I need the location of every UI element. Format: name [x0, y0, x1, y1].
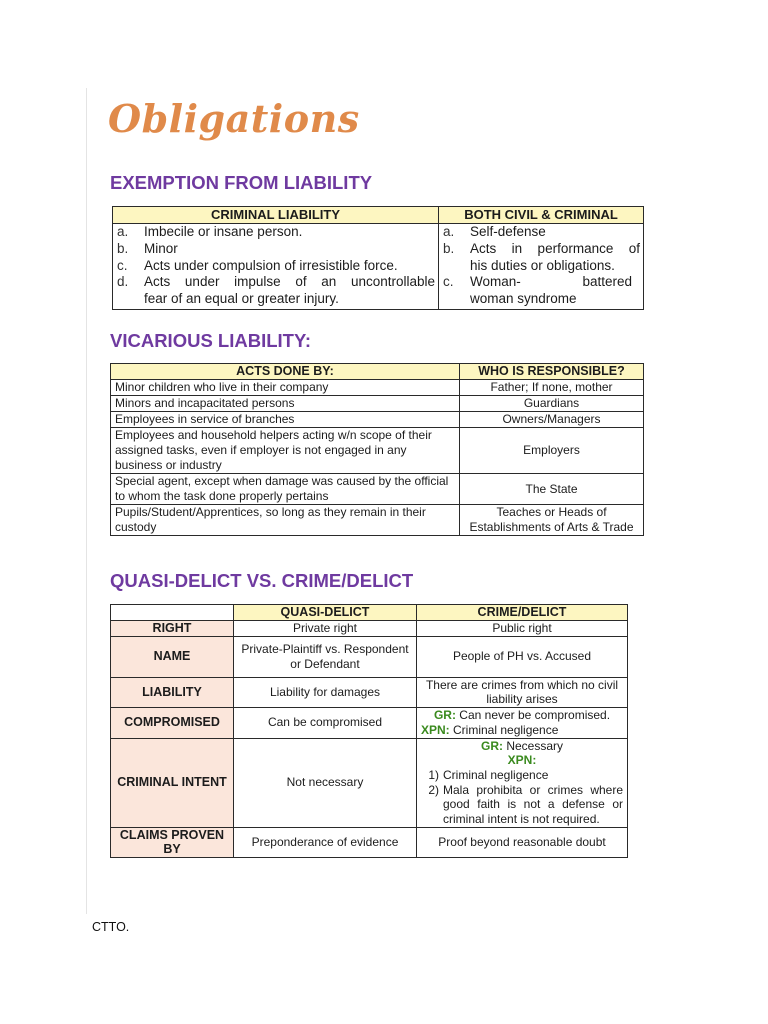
crime-cell: Public right — [417, 621, 628, 637]
list-item: c. Acts under compulsion of irresistible force. — [117, 257, 398, 273]
acts-cell: Minors and incapacitated persons — [111, 396, 460, 412]
exemption-table — [112, 206, 644, 310]
row-header: LIABILITY — [111, 677, 234, 707]
table-row — [111, 621, 628, 637]
table-header: BOTH CIVIL & CRIMINAL — [439, 207, 644, 224]
crime-cell: Proof beyond reasonable doubt — [417, 827, 628, 857]
acts-cell: Minor children who live in their company — [111, 380, 460, 396]
quasi-cell: Private right — [234, 621, 417, 637]
table-header: CRIME/DELICT — [417, 605, 628, 621]
page-margin-line — [86, 88, 87, 914]
acts-cell: Special agent, except when damage was caused by the official to whom the task done properly pertains — [111, 474, 460, 505]
list-item: 2) Mala prohibita or crimes where good faith is not a defense or criminal intent is not required. — [428, 782, 623, 827]
vicarious-table — [110, 363, 644, 536]
list-item: c. Woman- battered — [443, 274, 633, 290]
quasi-cell: Liability for damages — [234, 677, 417, 707]
table-header: ACTS DONE BY: — [111, 364, 460, 380]
section-heading-quasi: QUASI-DELICT VS. CRIME/DELICT — [110, 570, 414, 591]
crime-cell: There are crimes from which no civil liability arises — [417, 677, 628, 707]
quasi-cell: Private-Plaintiff vs. Respondent or Defendant — [234, 636, 417, 677]
table-row — [111, 474, 644, 505]
responsible-cell: Father; If none, mother — [460, 380, 644, 396]
table-header — [111, 605, 234, 621]
both-liability-cell — [439, 224, 644, 310]
acts-cell: Employees in service of branches — [111, 412, 460, 428]
table-row — [111, 412, 644, 428]
table-row — [111, 380, 644, 396]
table-row — [111, 708, 628, 738]
table-row — [111, 827, 628, 857]
table-row — [111, 636, 628, 677]
gr-text: Necessary — [506, 738, 564, 753]
list-item: a. Self-defense — [443, 224, 546, 239]
responsible-cell: The State — [460, 474, 644, 505]
list-item: b. Acts in performance of — [443, 240, 640, 256]
list-item-continuation: fear of an equal or greater injury. — [144, 291, 339, 307]
row-header: NAME — [111, 636, 234, 677]
list-item: d. Acts under impulse of an uncontrollable — [117, 274, 435, 290]
crime-cell — [417, 708, 628, 738]
row-header: RIGHT — [111, 621, 234, 637]
section-heading-vicarious: VICARIOUS LIABILITY: — [110, 330, 312, 351]
responsible-cell: Guardians — [460, 396, 644, 412]
table-row — [111, 505, 644, 536]
crime-cell — [417, 738, 628, 827]
gr-text: Can never be compromised. — [459, 708, 611, 723]
quasi-cell: Not necessary — [234, 738, 417, 827]
table-row — [111, 428, 644, 474]
page-title: Obligations — [108, 96, 360, 141]
responsible-cell: Employers — [460, 428, 644, 474]
xpn-label: XPN: — [421, 722, 450, 737]
table-row — [111, 738, 628, 827]
list-item: b. Minor — [117, 240, 178, 256]
footer-credit: CTTO. — [92, 920, 130, 934]
table-row — [111, 396, 644, 412]
responsible-cell: Teaches or Heads of Establishments of Arts & Trade — [460, 505, 644, 536]
quasi-delict-table — [110, 604, 628, 858]
list-item: a. Imbecile or insane person. — [117, 224, 303, 239]
criminal-liability-cell — [113, 224, 439, 310]
row-header: CLAIMS PROVEN BY — [111, 827, 234, 857]
quasi-cell: Can be compromised — [234, 708, 417, 738]
list-item-continuation: his duties or obligations. — [470, 257, 615, 273]
table-header: WHO IS RESPONSIBLE? — [460, 364, 644, 380]
crime-cell: People of PH vs. Accused — [417, 636, 628, 677]
gr-label: GR: — [433, 708, 456, 723]
quasi-cell: Preponderance of evidence — [234, 827, 417, 857]
section-heading-exemption: EXEMPTION FROM LIABILITY — [110, 172, 373, 193]
responsible-cell: Owners/Managers — [460, 412, 644, 428]
list-item-continuation: woman syndrome — [470, 291, 577, 307]
row-header: COMPROMISED — [111, 708, 234, 738]
xpn-label: XPN: — [507, 753, 537, 768]
table-header: CRIMINAL LIABILITY — [113, 207, 439, 224]
list-item: 1) Criminal negligence — [428, 767, 549, 782]
gr-label: GR: — [480, 738, 503, 753]
table-row — [111, 677, 628, 707]
table-header: QUASI-DELICT — [234, 605, 417, 621]
row-header: CRIMINAL INTENT — [111, 738, 234, 827]
acts-cell: Pupils/Student/Apprentices, so long as they remain in their custody — [111, 505, 460, 536]
xpn-text: Criminal negligence — [453, 722, 559, 737]
acts-cell: Employees and household helpers acting w/n scope of their assigned tasks, even if employer is not engaged in any business or industry — [111, 428, 460, 474]
